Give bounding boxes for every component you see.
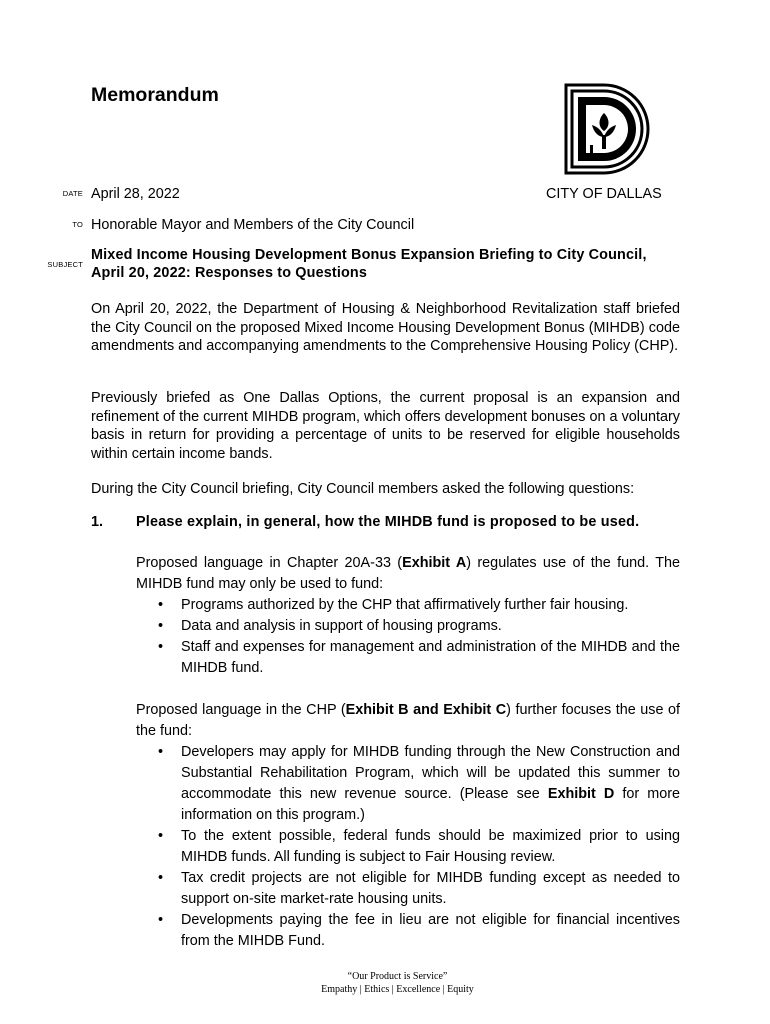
memo-title: Memorandum	[91, 84, 219, 106]
list-item	[158, 616, 680, 637]
footer-values: Empathy | Ethics | Excellence | Equity	[321, 984, 474, 995]
memo-date: April 28, 2022	[91, 186, 180, 202]
chp-fund-block	[136, 700, 680, 952]
footer-slogan: “Our Product is Service”	[347, 971, 448, 982]
city-name: CITY OF DALLAS	[546, 186, 662, 202]
city-of-dallas-d-logo-icon	[564, 83, 650, 175]
question-text: Please explain, in general, how the MIHDB fund is proposed to be used.	[136, 514, 640, 530]
paragraph-briefing: On April 20, 2022, the Department of Housing & Neighborhood Revitalization staff briefed the City Council on the proposed Mixed Income Housing Development Bonus (MIHDB) code amendments and accompanying amendments to the Comprehensive Housing Policy (CHP).	[91, 301, 680, 354]
list-item-text: Tax credit projects are not eligible for MIHDB funding except as needed to support on-site market-rate housing units.	[181, 870, 680, 907]
bullet-icon: •	[158, 618, 164, 634]
bullet-icon: •	[158, 828, 164, 844]
exhibit-d-ref: Exhibit D	[547, 786, 615, 802]
bullet-icon: •	[158, 912, 164, 928]
memo-recipient: Honorable Mayor and Members of the City Council	[91, 217, 415, 233]
subject-line-1: Mixed Income Housing Development Bonus Expansion Briefing to City Council,	[91, 247, 647, 263]
date-label: DATE	[62, 189, 83, 198]
list-item-text: Developers may apply for MIHDB funding through the New Construction and Substantial Rehabilitation Program, which will be updated this summer to accommodate this new revenue source. (Please see	[181, 744, 680, 802]
list-item-text: Programs authorized by the CHP that affirmatively further fair housing.	[181, 597, 629, 613]
paragraph-background: Previously briefed as One Dallas Options, the current proposal is an expansion and refinement of the current MIHDB program, which offers development bonuses on a voluntary basis in return for providing a percentage of units to be reserved for eligible households within certain income bands.	[91, 390, 680, 462]
fund-use-intro	[136, 553, 680, 595]
to-label: TO	[72, 220, 83, 229]
question-number: 1.	[91, 514, 104, 530]
list-item-text: for more information on this program.)	[181, 786, 680, 823]
list-item	[158, 910, 680, 952]
list-item	[158, 637, 680, 679]
list-item	[158, 595, 680, 616]
bullet-icon: •	[158, 639, 164, 655]
bullet-icon: •	[158, 744, 164, 760]
list-item-text: Developments paying the fee in lieu are not eligible for financial incentives from the MIHDB Fund.	[181, 912, 680, 949]
intro-text: ) regulates use of the fund. The MIHDB fund may only be used to fund:	[136, 555, 681, 592]
chp-fund-intro	[136, 700, 680, 742]
list-item	[158, 826, 680, 868]
memo-subject	[91, 246, 691, 282]
list-item-text: Data and analysis in support of housing programs.	[181, 618, 502, 634]
chp-fund-list	[136, 742, 680, 952]
fund-use-block	[136, 553, 680, 679]
list-item	[158, 742, 680, 826]
intro-text: ) further focuses the use of the fund:	[136, 702, 680, 739]
intro-text: Proposed language in the CHP (	[136, 702, 346, 718]
paragraph-questions-intro: During the City Council briefing, City Council members asked the following questions:	[91, 481, 635, 497]
exhibit-bc-ref: Exhibit B and Exhibit C	[345, 702, 507, 718]
bullet-icon: •	[158, 597, 164, 613]
subject-line-2: April 20, 2022: Responses to Questions	[91, 265, 368, 281]
fund-use-list	[136, 595, 680, 679]
footer-motto	[0, 970, 770, 996]
list-item-text: To the extent possible, federal funds should be maximized prior to using MIHDB funds. All funding is subject to Fair Housing review.	[181, 828, 680, 865]
list-item-text: Staff and expenses for management and administration of the MIHDB and the MIHDB fund.	[181, 639, 680, 676]
bullet-icon: •	[158, 870, 164, 886]
exhibit-a-ref: Exhibit A	[402, 555, 467, 571]
intro-text: Proposed language in Chapter 20A-33 (	[136, 555, 403, 571]
subject-label: SUBJECT	[47, 260, 83, 269]
list-item	[158, 868, 680, 910]
